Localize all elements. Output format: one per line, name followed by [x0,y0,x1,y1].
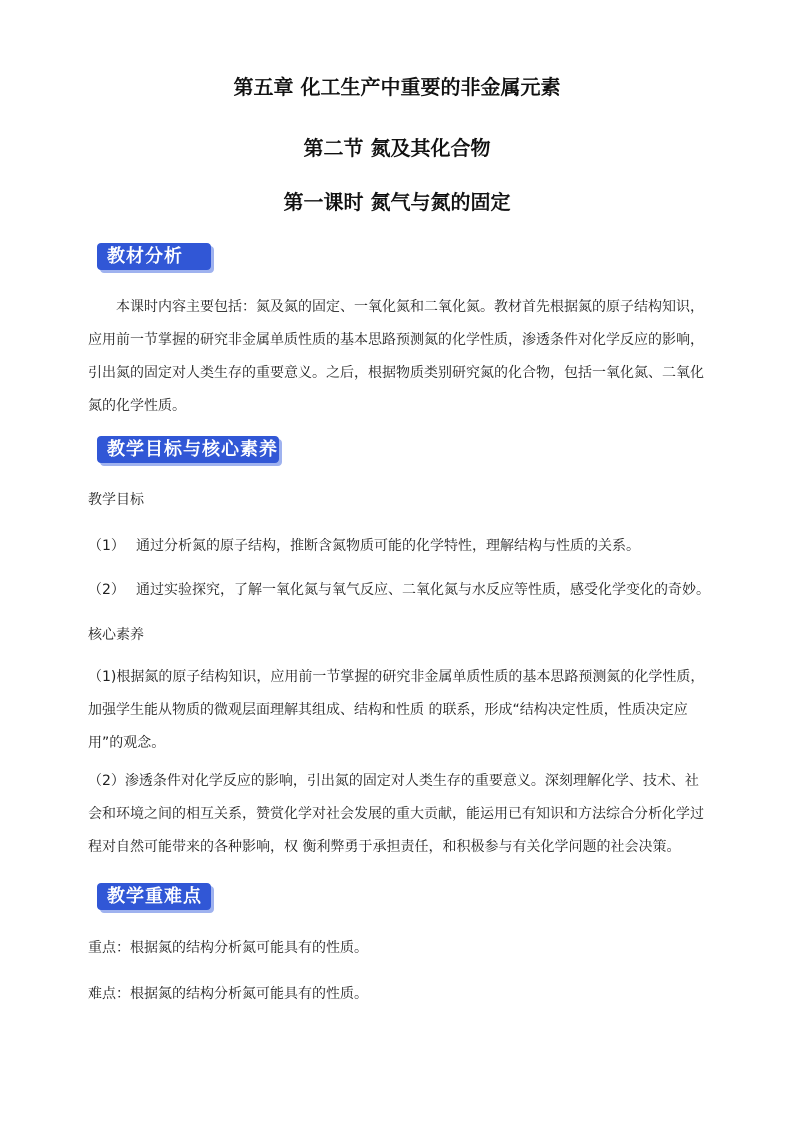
goal-item-1-text: 通过分析氮的原子结构，推断含氮物质可能的化学特性，理解结构与性质的关系。 [136,538,640,554]
goal-item-2-text: 通过实验探究，了解一氧化氮与氧气反应、二氧化氮与水反应等性质，感受化学变化的奇妙。 [136,582,710,598]
literacy-item-2: （2）渗透条件对化学反应的影响，引出氮的固定对人类生存的重要意义。深刻理解化学、技术、社会和环境之间的相互关系，赞赏化学对社会发展的重大贡献，能运用已有知识和方法综合分析化学过程对自然可能带来的各种影响，权 衡利弊勇于承担责任，和积极参与有关化学问题的社会决策。 [88,773,704,855]
goal-item-1 [88,536,708,556]
goal-item-2-number: （2） [88,582,125,598]
goal-item-2 [88,580,708,600]
textbook-analysis-paragraph: 本课时内容主要包括：氮及氮的固定、一氧化氮和二氧化氮。教材首先根据氮的原子结构知识，应用前一节掌握的研究非金属单质性质的基本思路预测氮的化学性质，渗透条件对化学反应的影响，引出氮的固定对人类生存的重要意义。之后，根据物质类别研究氮的化合物，包括一氧化氮、二氧化氮的化学性质。 [88,299,704,414]
literacy-item-1: （1)根据氮的原子结构知识，应用前一节掌握的研究非金属单质性质的基本思路预测氮的化学性质，加强学生能从物质的微观层面理解其组成、结构和性质 的联系，形成“结构决定性质，性质决定应用”的观念。 [88,669,705,751]
difficult-point: 难点：根据氮的结构分析氮可能具有的性质。 [88,986,368,1002]
key-difficult-banner: 教学重难点 [97,883,211,910]
goals-heading: 教学目标 [88,492,144,508]
lesson-title: 第一课时 氮气与氮的固定 [283,190,511,214]
literacy-heading: 核心素养 [88,627,144,643]
chapter-title: 第五章 化工生产中重要的非金属元素 [233,75,561,99]
goals-literacy-banner: 教学目标与核心素养 [97,436,279,463]
textbook-analysis-banner: 教材分析 [97,243,211,270]
goal-item-1-number: （1） [88,538,125,554]
section-title: 第二节 氮及其化合物 [303,136,491,160]
key-point: 重点：根据氮的结构分析氮可能具有的性质。 [88,940,368,956]
